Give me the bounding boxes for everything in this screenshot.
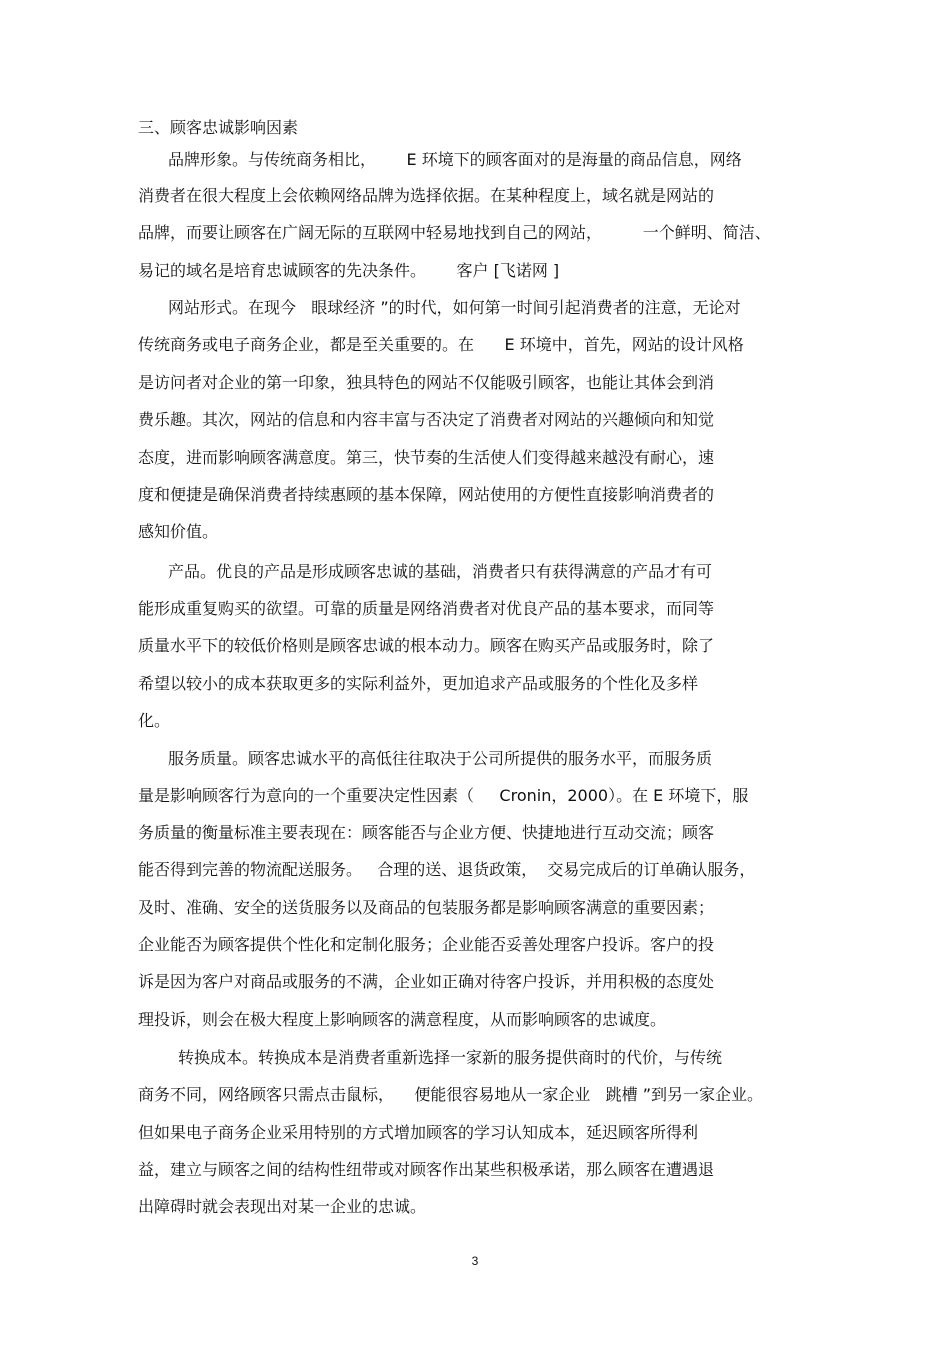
paragraph-line: 感知价值。 xyxy=(138,522,219,541)
paragraph-line: 理投诉，则会在极大程度上影响顾客的满意程度，从而影响顾客的忠诚度。 xyxy=(138,1010,667,1029)
paragraph-line: 转换成本。转换成本是消费者重新选择一家新的服务提供商时的代价，与传统 xyxy=(178,1048,723,1067)
paragraph-line: 传统商务或电子商务企业，都是至关重要的。在 E 环境中，首先，网站的设计风格 xyxy=(138,335,744,354)
paragraph-line: 化。 xyxy=(138,711,171,730)
paragraph-line: 能形成重复购买的欲望。可靠的质量是网络消费者对优良产品的基本要求，而同等 xyxy=(138,599,715,618)
paragraph-line: 度和便捷是确保消费者持续惠顾的基本保障，网站使用的方便性直接影响消费者的 xyxy=(138,485,715,504)
paragraph-line: 消费者在很大程度上会依赖网络品牌为选择依据。在某种程度上，域名就是网站的 xyxy=(138,186,715,205)
paragraph-line: 诉是因为客户对商品或服务的不满，企业如正确对待客户投诉，并用积极的态度处 xyxy=(138,972,715,991)
paragraph-line: 希望以较小的成本获取更多的实际利益外，更加追求产品或服务的个性化及多样 xyxy=(138,674,699,693)
paragraph-line: 务质量的衡量标准主要表现在：顾客能否与企业方便、快捷地进行互动交流；顾客 xyxy=(138,823,715,842)
paragraph-line: 企业能否为顾客提供个性化和定制化服务；企业能否妥善处理客户投诉。客户的投 xyxy=(138,935,715,954)
paragraph-line: 费乐趣。其次，网站的信息和内容丰富与否决定了消费者对网站的兴趣倾向和知觉 xyxy=(138,410,715,429)
paragraph-line: 是访问者对企业的第一印象，独具特色的网站不仅能吸引顾客，也能让其体会到消 xyxy=(138,373,715,392)
paragraph-line: 质量水平下的较低价格则是顾客忠诚的根本动力。顾客在购买产品或服务时，除了 xyxy=(138,636,715,655)
paragraph-line: 出障碍时就会表现出对某一企业的忠诚。 xyxy=(138,1197,427,1216)
paragraph-line: 产品。优良的产品是形成顾客忠诚的基础，消费者只有获得满意的产品才有可 xyxy=(168,562,713,581)
section-heading: 三、顾客忠诚影响因素 xyxy=(138,118,299,137)
paragraph-line: 及时、准确、安全的送货服务以及商品的包装服务都是影响顾客满意的重要因素； xyxy=(138,898,715,917)
paragraph-line: 益，建立与顾客之间的结构性纽带或对顾客作出某些积极承诺，那么顾客在遭遇退 xyxy=(138,1160,715,1179)
paragraph-line: 态度，进而影响顾客满意度。第三，快节奏的生活使人们变得越来越没有耐心，速 xyxy=(138,448,715,467)
paragraph-line: 能否得到完善的物流配送服务。 合理的送、退货政策， 交易完成后的订单确认服务， xyxy=(138,860,756,879)
paragraph-line: 易记的域名是培育忠诚顾客的先决条件。 客户 [飞诺网 ] xyxy=(138,261,560,280)
paragraph-line: 网站形式。在现今 眼球经济 ”的时代，如何第一时间引起消费者的注意，无论对 xyxy=(168,298,741,317)
paragraph-line: 品牌，而要让顾客在广阔无际的互联网中轻易地找到自己的网站， 一个鲜明、简洁、 xyxy=(138,223,771,242)
paragraph-line: 品牌形象。与传统商务相比， E 环境下的顾客面对的是海量的商品信息，网络 xyxy=(168,150,742,169)
paragraph-line: 商务不同，网络顾客只需点击鼠标， 便能很容易地从一家企业 跳槽 ”到另一家企业。 xyxy=(138,1085,763,1104)
page-number: 3 xyxy=(471,1254,479,1268)
paragraph-line: 量是影响顾客行为意向的一个重要决定性因素（ Cronin，2000）。在 E 环境下，服 xyxy=(138,786,749,805)
paragraph-line: 但如果电子商务企业采用特别的方式增加顾客的学习认知成本，延迟顾客所得利 xyxy=(138,1123,699,1142)
paragraph-line: 服务质量。顾客忠诚水平的高低往往取决于公司所提供的服务水平，而服务质 xyxy=(168,749,713,768)
